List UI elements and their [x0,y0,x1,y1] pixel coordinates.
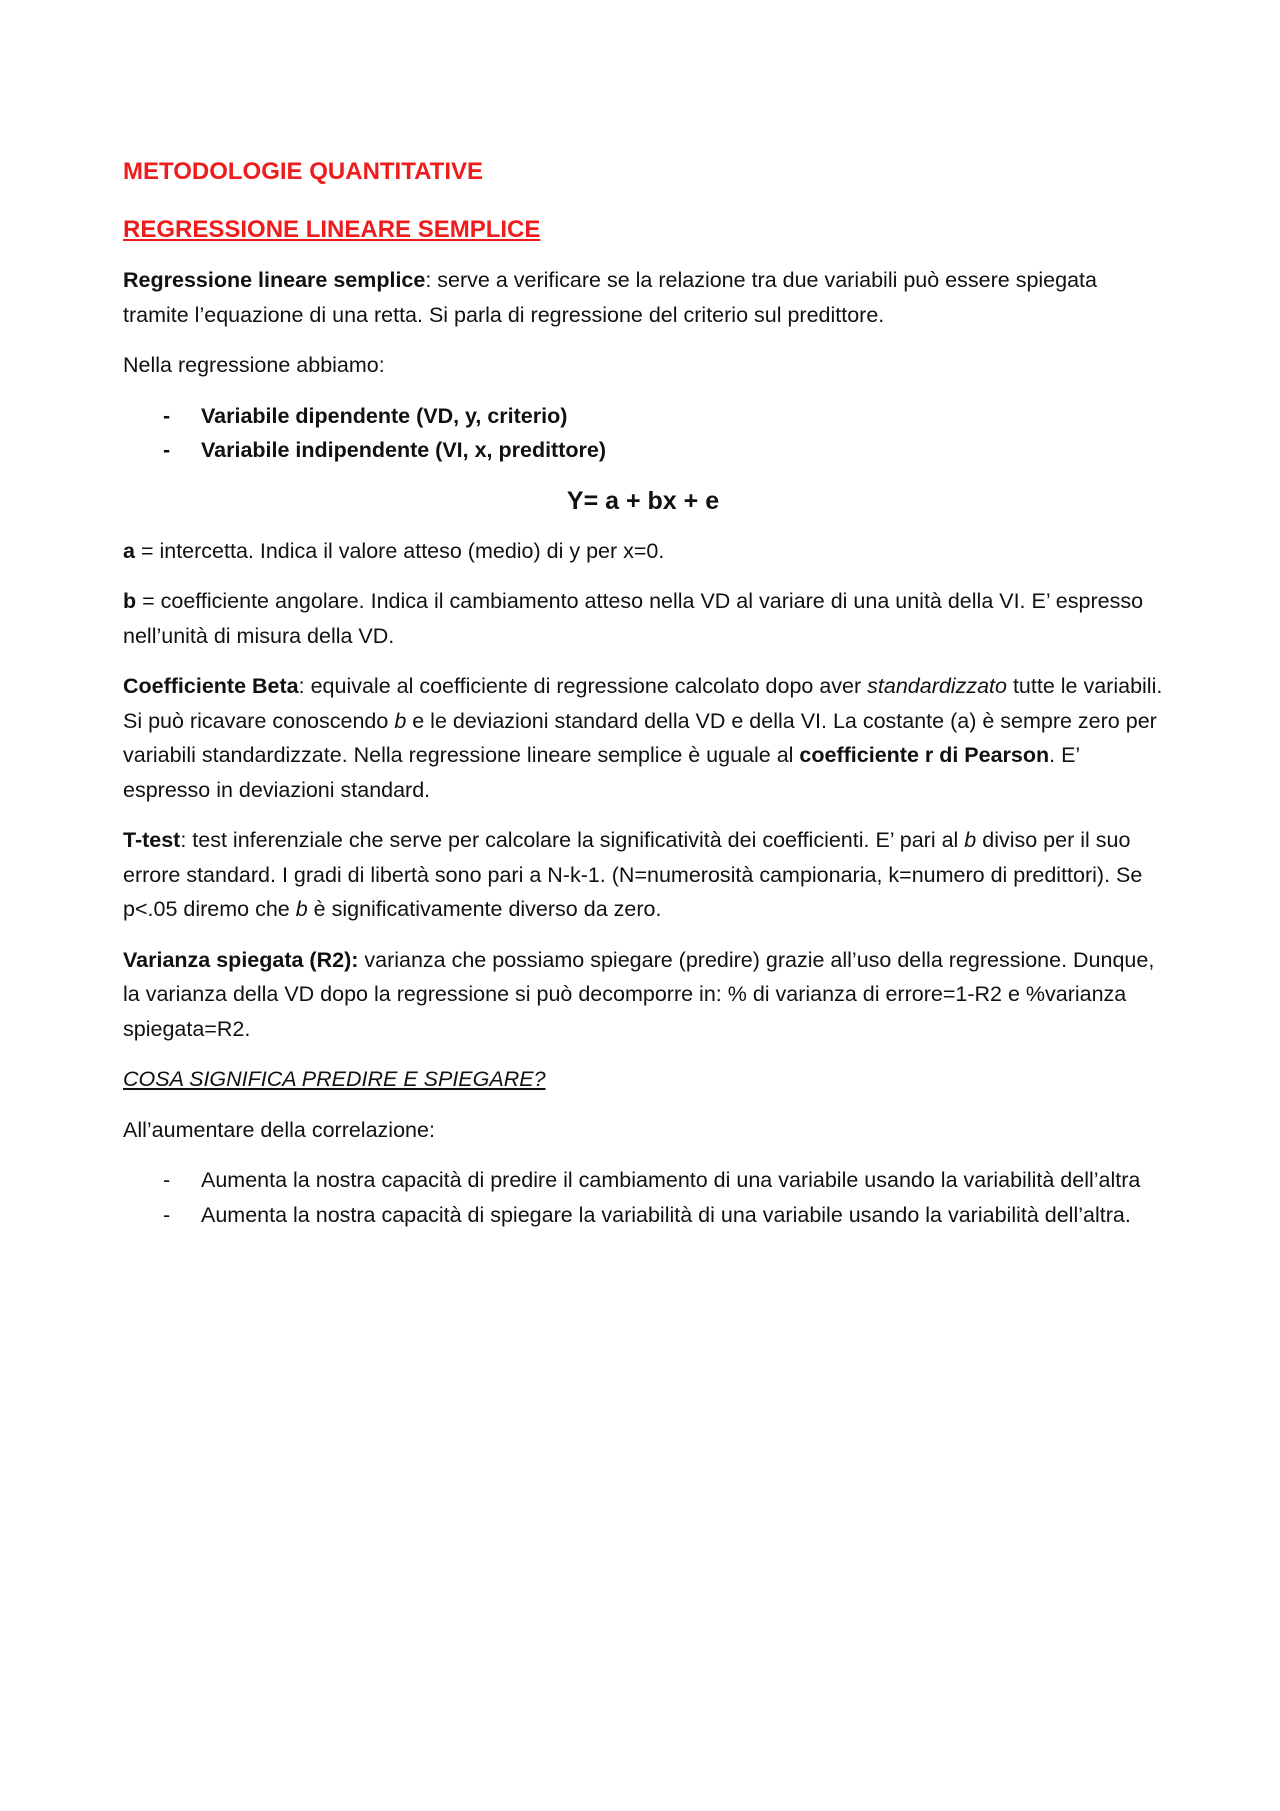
variance-term: Varianza spiegata (R2): [123,947,359,972]
ttest-italic-2: b [295,897,308,921]
beta-text-3: e le deviazioni standard della VD e della VI. La costante (a) è sempre zero per variabili standardizzate. Nella regressione lineare semplice è uguale al [123,708,1157,767]
definition-b-text: = coefficiente angolare. Indica il cambiamento atteso nella VD al variare di una unità della VI. E’ espresso nell’unità di misura della VD. [123,589,1144,648]
beta-text-4: . E’ espresso in deviazioni standard. [123,743,1080,802]
list-intro: Nella regressione abbiamo: [123,353,385,377]
ttest-italic-1: b [964,828,977,852]
ttest-text-1: : test inferenziale che serve per calcolare la significatività dei coefficienti. E’ pari al [180,828,965,852]
document-title: METODOLOGIE QUANTITATIVE [123,158,483,185]
list-item [123,1163,1163,1198]
subsection-heading: COSA SIGNIFICA PREDIRE E SPIEGARE? [123,1067,546,1091]
dash-bullet: - [163,1168,171,1192]
intro-text: : serve a verificare se la relazione tra due variabili può essere spiegata tramite l’equazione di una retta. Si parla di regressione del criterio sul predittore. [123,268,1097,327]
beta-term: Coefficiente Beta [123,674,299,698]
section-title: REGRESSIONE LINEARE SEMPLICE [123,216,541,243]
list-item [123,1198,1163,1233]
intro-paragraph [123,263,1163,332]
dash-bullet: - [163,438,171,462]
variables-list [123,399,1163,468]
list-item-text: Variabile dipendente (VD, y, criterio) [201,403,568,428]
variance-text: varianza che possiamo spiegare (predire) grazie all’uso della regressione. Dunque, la varianza della VD dopo la regressione si può decomporre in: % di varianza di errore=1-R2 e %varianza spiegata=R2. [123,947,1155,1041]
definition-a-term: a [123,538,135,563]
ttest-text-2: diviso per il suo errore standard. I gradi di libertà sono pari a N-k-1. (N=numerosità campionaria, k=numero di predittori). Se p<.05 diremo che [123,828,1143,921]
ttest-text-3: è significativamente diverso da zero. [307,897,662,921]
correlation-intro: All’aumentare della correlazione: [123,1117,435,1142]
list-item [123,433,1163,468]
variance-paragraph [123,943,1163,1047]
dash-bullet: - [163,1202,171,1227]
beta-text-1: : equivale al coefficiente di regressione calcolato dopo aver [298,674,868,698]
list-item-text: Aumenta la nostra capacità di predire il cambiamento di una variabile usando la variabilità dell’altra [201,1168,1141,1192]
beta-italic-2: b [394,708,407,733]
list-item [123,399,1163,434]
beta-paragraph [123,669,1163,807]
ttest-paragraph [123,823,1163,927]
document-content [123,155,1163,1246]
list-item-text: Aumenta la nostra capacità di spiegare la variabilità di una variabile usando la variabilità dell’altra. [201,1202,1131,1227]
regression-formula: Y= a + bx + e [566,486,720,515]
definition-b-term: b [123,589,137,613]
beta-bold-2: coefficiente r di Pearson [799,743,1050,767]
correlation-list [123,1163,1163,1232]
beta-italic-1: standardizzato [867,674,1007,698]
definition-b [123,584,1163,653]
intro-term: Regressione lineare semplice [123,268,426,292]
dash-bullet: - [163,403,171,428]
list-item-text: Variabile indipendente (VI, x, predittore) [201,438,606,462]
definition-a [123,534,1163,569]
definition-a-text: = intercetta. Indica il valore atteso (medio) di y per x=0. [134,538,665,563]
beta-text-2: tutte le variabili. Si può ricavare conoscendo [123,674,1163,733]
ttest-term: T-test [123,828,181,852]
